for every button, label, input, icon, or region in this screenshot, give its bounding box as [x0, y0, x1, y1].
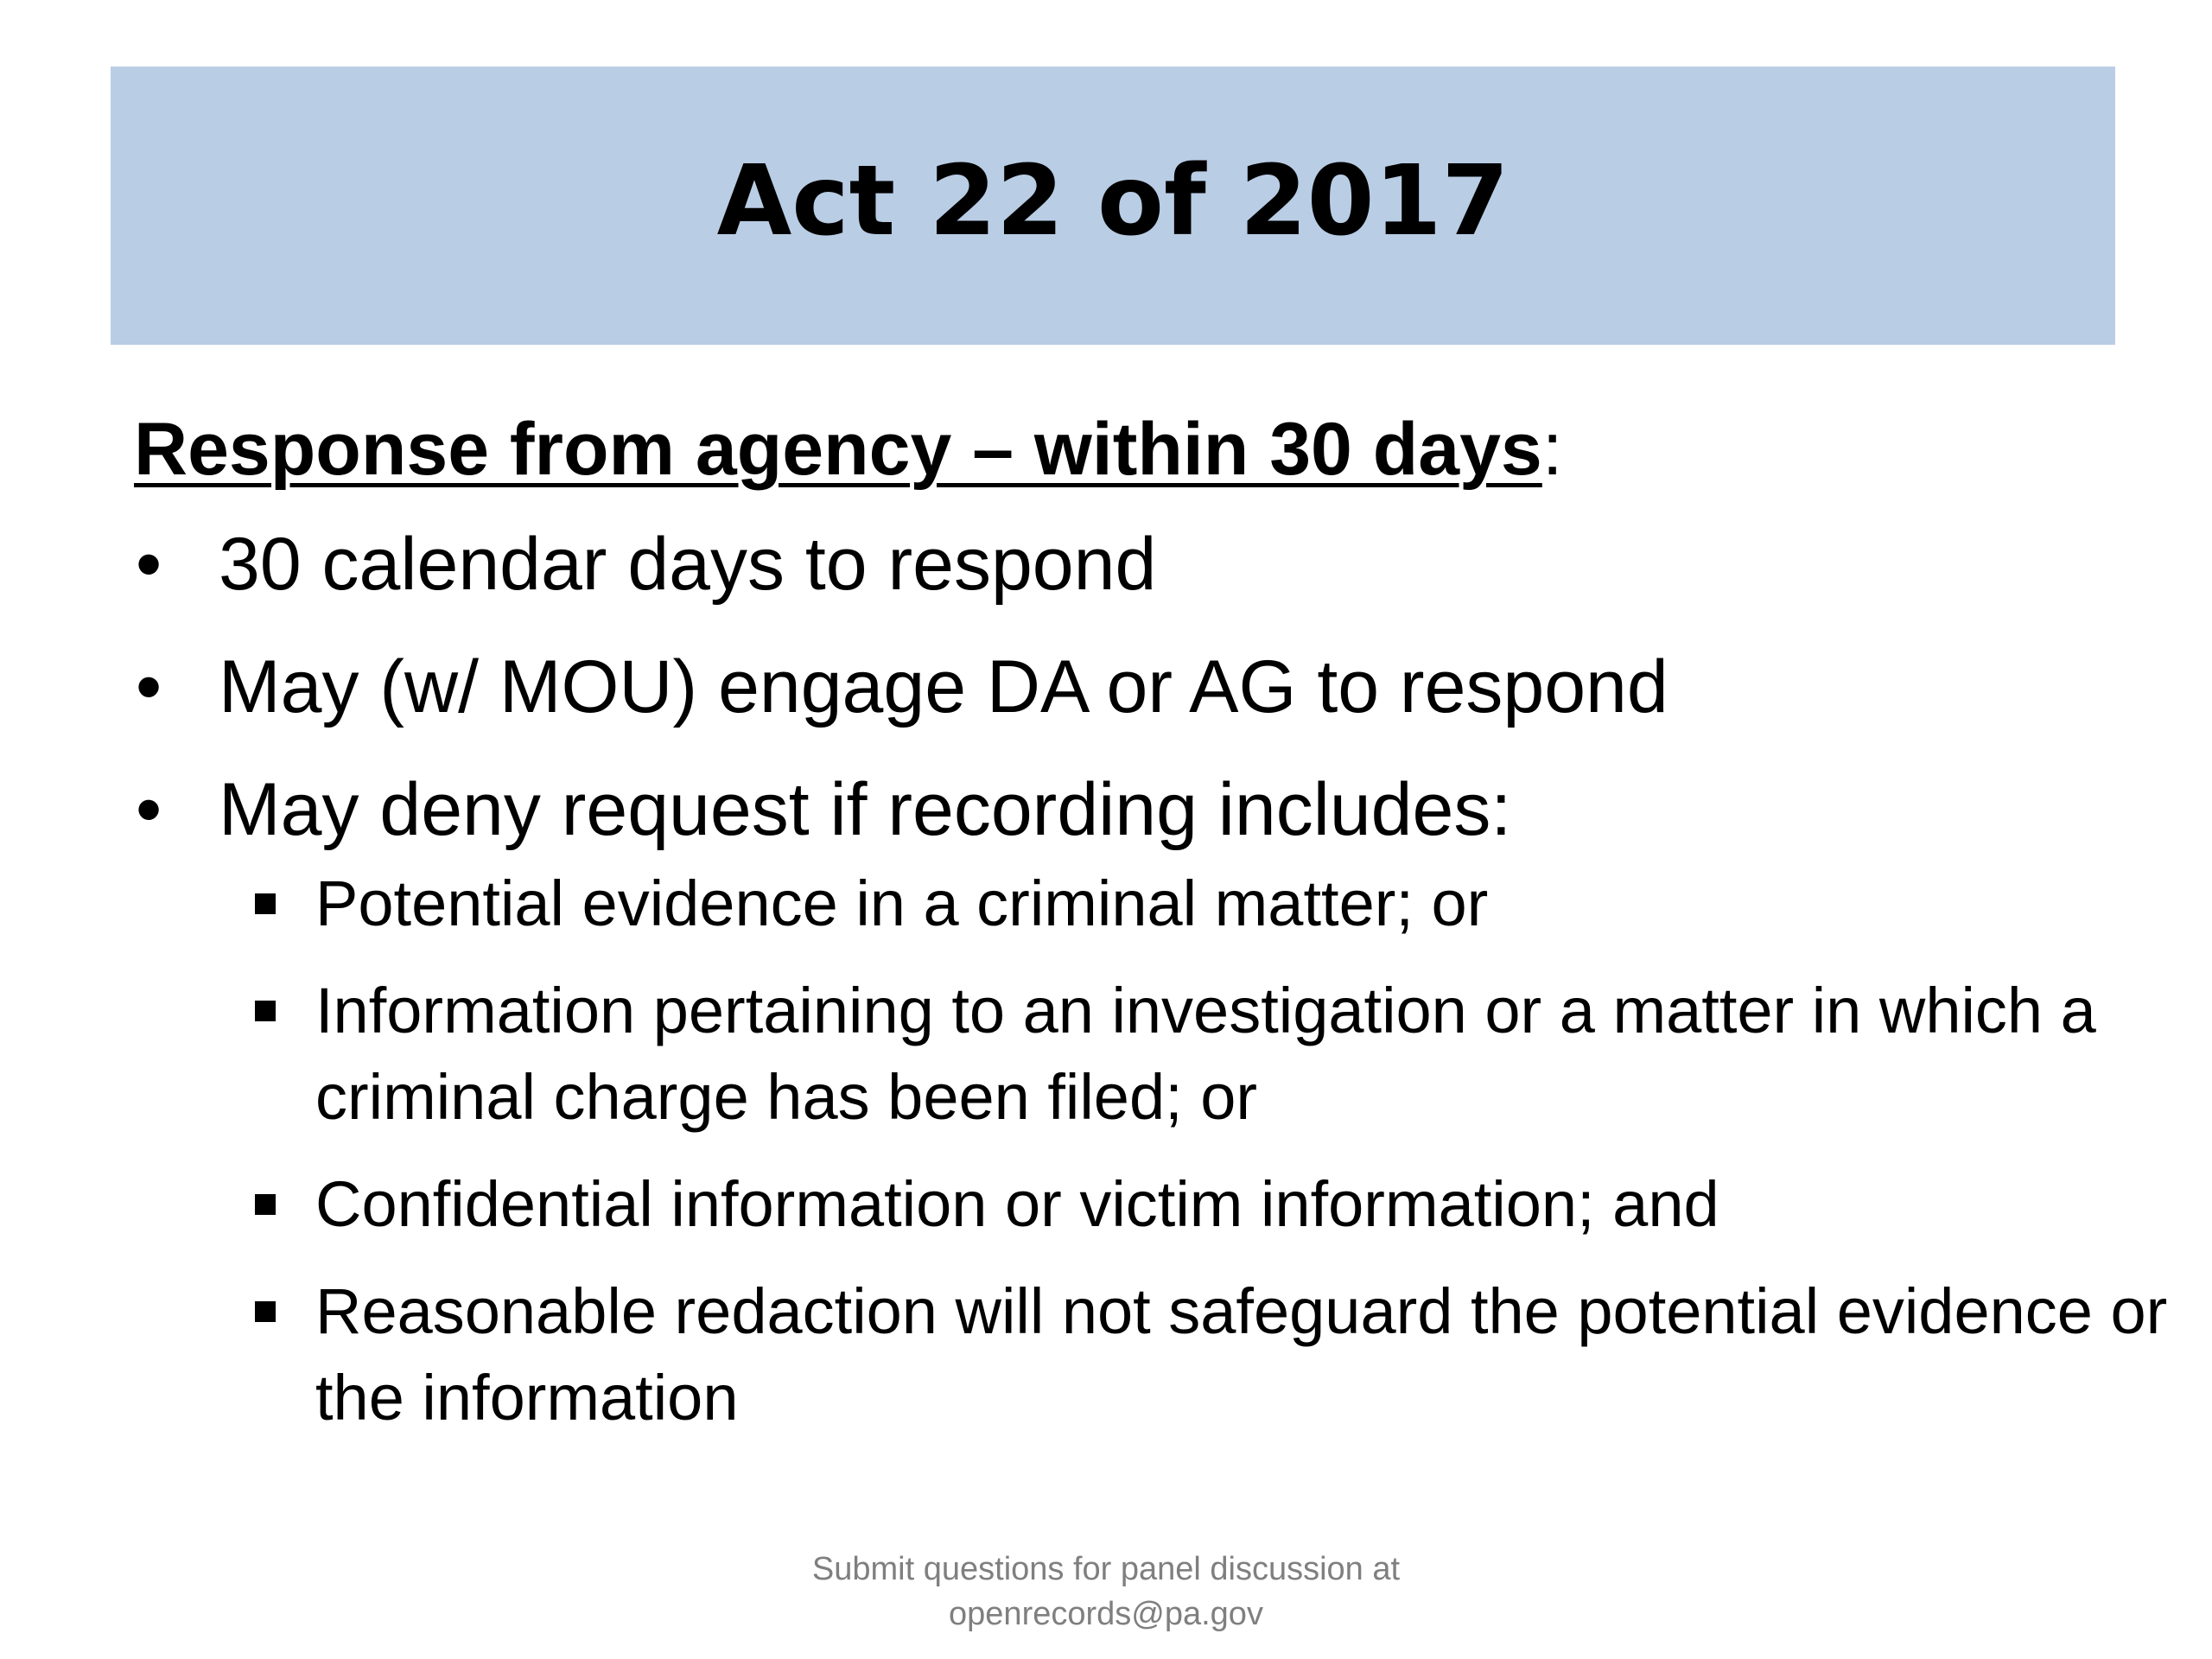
bullet-text: May (w/ MOU) engage DA or AG to respond: [219, 645, 1669, 728]
bullet-dot-icon: •: [136, 768, 162, 851]
list-item: [134, 518, 2087, 610]
sub-list-item: [134, 968, 2212, 1141]
sub-bullet-list: [219, 861, 2168, 1441]
sub-bullet-text: Confidential information or victim information; and: [315, 1168, 1719, 1240]
sub-bullet-text: Potential evidence in a criminal matter; or: [315, 868, 1489, 939]
square-bullet-icon: [255, 1301, 276, 1322]
list-item: [134, 764, 2168, 1441]
title-bar: [111, 67, 2115, 345]
section-heading-text: Response from agency – within 30 days: [134, 408, 1542, 491]
slide-title: Act 22 of 2017: [716, 145, 1510, 257]
sub-list-item: [134, 861, 2212, 947]
square-bullet-icon: [255, 1194, 276, 1215]
section-heading-colon: :: [1541, 408, 1563, 491]
bullet-text: 30 calendar days to respond: [219, 523, 1157, 606]
footer-line-1: Submit questions for panel discussion at: [811, 1551, 1401, 1587]
bullet-text: May deny request if recording includes:: [219, 768, 1512, 851]
section-heading: [134, 397, 2087, 501]
bullet-dot-icon: •: [136, 645, 162, 728]
square-bullet-icon: [255, 893, 276, 914]
bullet-list: [134, 518, 2168, 1441]
bullet-dot-icon: •: [136, 523, 162, 606]
sub-bullet-text: Reasonable redaction will not safeguard the potential evidence or the information: [315, 1275, 2168, 1433]
square-bullet-icon: [255, 1001, 276, 1021]
list-item: [134, 641, 2087, 733]
footer-email-link[interactable]: openrecords@pa.gov: [949, 1596, 1263, 1632]
sub-bullet-text: Information pertaining to an investigation or a matter in which a criminal charge has been filed; or: [315, 975, 2096, 1133]
sub-list-item: [134, 1161, 2212, 1248]
sub-list-item: [134, 1268, 2212, 1441]
footer: [0, 1547, 2212, 1637]
slide-content: [134, 397, 2168, 1472]
